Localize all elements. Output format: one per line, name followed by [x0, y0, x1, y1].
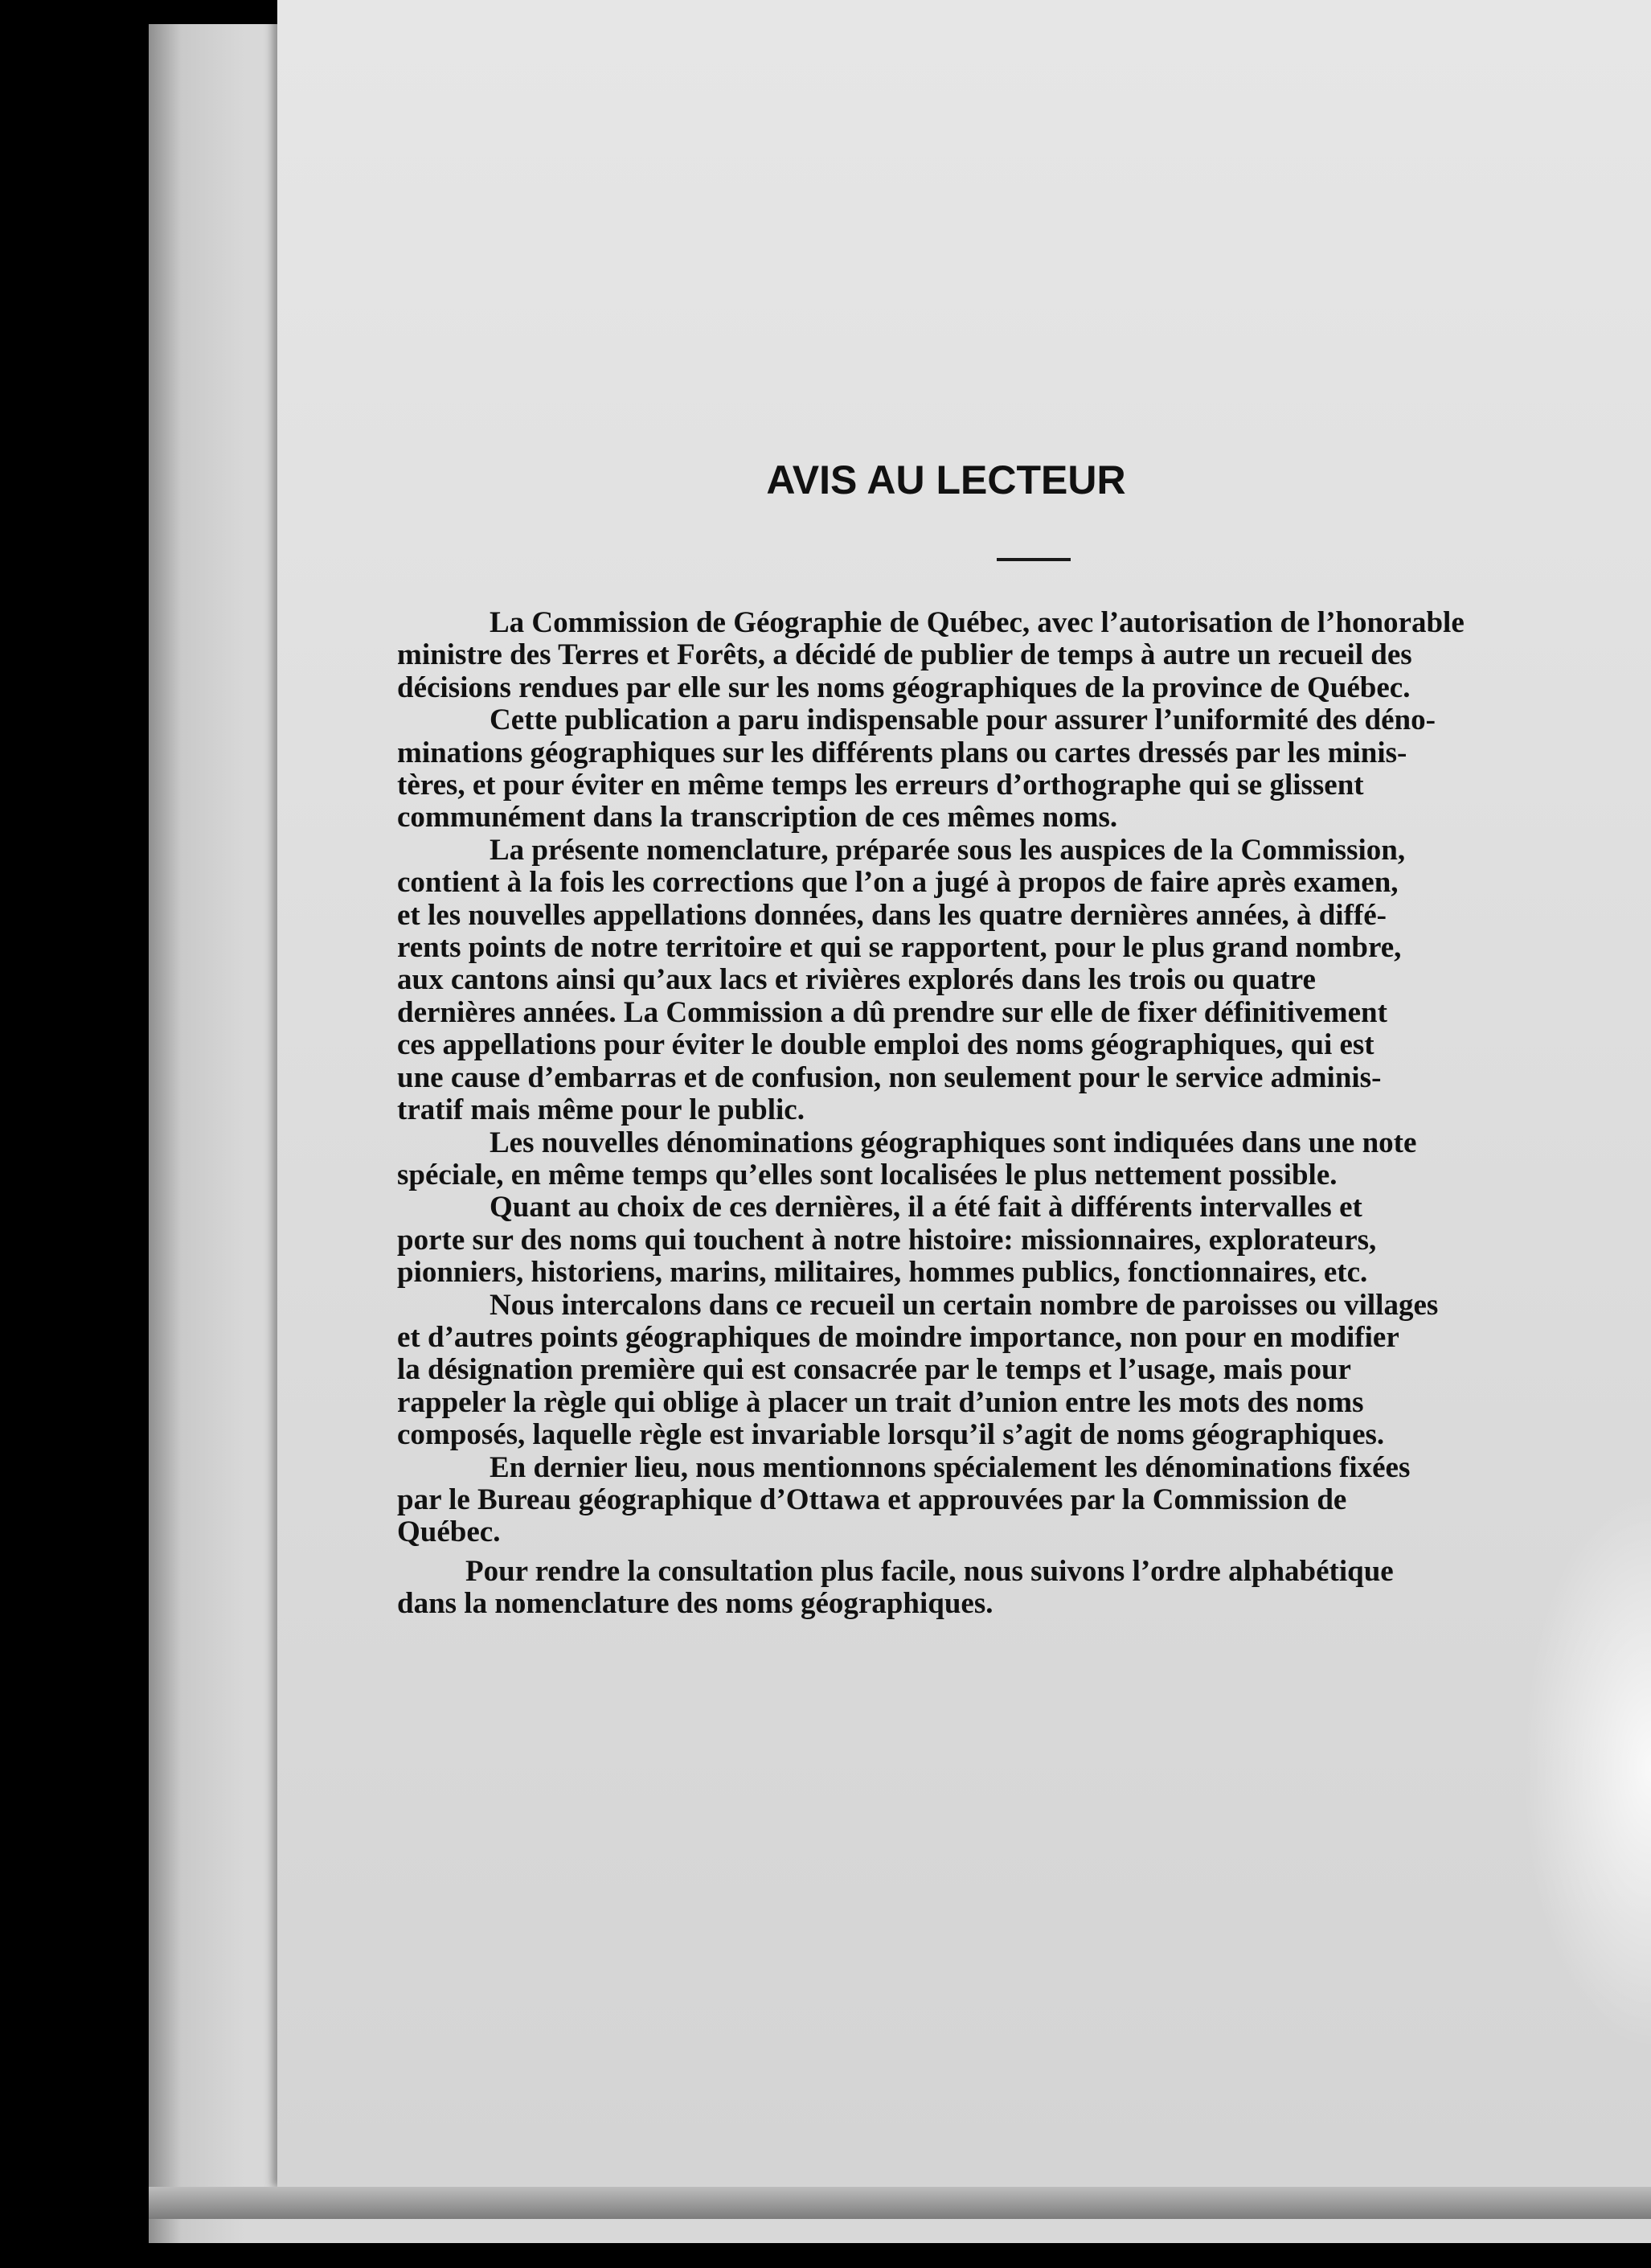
- text-line: ministre des Terres et Forêts, a décidé de publier de temps à autre un recueil des: [397, 639, 1412, 672]
- page-title: AVIS AU LECTEUR: [766, 457, 1126, 502]
- text-line: aux cantons ainsi qu’aux lacs et rivières explorés dans les trois ou quatre: [397, 964, 1316, 997]
- text-line: par le Bureau géographique d’Ottawa et approuvées par la Commission de: [397, 1483, 1347, 1516]
- paragraph: [397, 835, 1651, 1127]
- text-line: pionniers, historiens, marins, militaires, hommes publics, fonctionnaires, etc.: [397, 1257, 1368, 1290]
- text-line: Nous intercalons dans ce recueil un certain nombre de paroisses ou villages: [490, 1289, 1439, 1322]
- text-line: Québec.: [397, 1516, 501, 1549]
- text-line: ces appellations pour éviter le double emploi des noms géographiques, qui est: [397, 1029, 1374, 1062]
- body-text: [397, 607, 1651, 1621]
- paragraph: [397, 1452, 1651, 1549]
- text-line: et d’autres points géographiques de moindre importance, non pour en modifier: [397, 1321, 1399, 1354]
- text-line: rents points de notre territoire et qui se rapportent, pour le plus grand nombre,: [397, 932, 1402, 965]
- text-line: tratif mais même pour le public.: [397, 1094, 805, 1127]
- text-line: une cause d’embarras et de confusion, non seulement pour le service adminis-: [397, 1061, 1382, 1094]
- paragraph: [397, 704, 1651, 835]
- text-line: La présente nomenclature, préparée sous les auspices de la Commission,: [490, 834, 1406, 867]
- text-line: minations géographiques sur les différents plans ou cartes dressés par les minis-: [397, 736, 1407, 769]
- text-line: et les nouvelles appellations données, dans les quatre dernières années, à diffé-: [397, 899, 1387, 932]
- paragraph: [397, 1290, 1651, 1452]
- text-line: tères, et pour éviter en même temps les erreurs d’orthographe qui se glissent: [397, 769, 1364, 802]
- text-line: spéciale, en même temps qu’elles sont localisées le plus nettement possible.: [397, 1159, 1338, 1191]
- text-line: La Commission de Géographie de Québec, avec l’autorisation de l’honorable: [490, 607, 1465, 639]
- paragraph: [397, 1191, 1651, 1289]
- text-line: Quant au choix de ces dernières, il a été fait à différents intervalles et: [490, 1191, 1362, 1224]
- text-line: Pour rendre la consultation plus facile, nous suivons l’ordre alphabétique: [465, 1555, 1394, 1588]
- text-line: contient à la fois les corrections que l’on a jugé à propos de faire après examen,: [397, 867, 1399, 900]
- text-line: décisions rendues par elle sur les noms géographiques de la province de Québec.: [397, 671, 1411, 704]
- text-line: rappeler la règle qui oblige à placer un trait d’union entre les mots des noms: [397, 1386, 1364, 1419]
- paragraph: [397, 607, 1651, 704]
- text-line: dernières années. La Commission a dû prendre sur elle de fixer définitivement: [397, 996, 1387, 1029]
- text-line: la désignation première qui est consacrée par le temps et l’usage, mais pour: [397, 1354, 1351, 1387]
- text-line: Cette publication a paru indispensable pour assurer l’uniformité des déno-: [490, 704, 1436, 737]
- paragraph: [397, 1127, 1651, 1192]
- text-line: communément dans la transcription de ces mêmes noms.: [397, 802, 1118, 835]
- page-bottom-edge: [149, 2187, 1651, 2219]
- text-line: dans la nomenclature des noms géographiques.: [397, 1588, 993, 1621]
- paragraph: [397, 1556, 1651, 1621]
- title-rule: [997, 558, 1071, 561]
- text-line: Les nouvelles dénominations géographiques sont indiquées dans une note: [490, 1126, 1417, 1159]
- text-line: porte sur des noms qui touchent à notre histoire: missionnaires, explorateurs,: [397, 1224, 1377, 1257]
- text-line: composés, laquelle règle est invariable lorsqu’il s’agit de noms géographiques.: [397, 1419, 1385, 1452]
- text-line: En dernier lieu, nous mentionnons spécialement les dénominations fixées: [490, 1451, 1411, 1484]
